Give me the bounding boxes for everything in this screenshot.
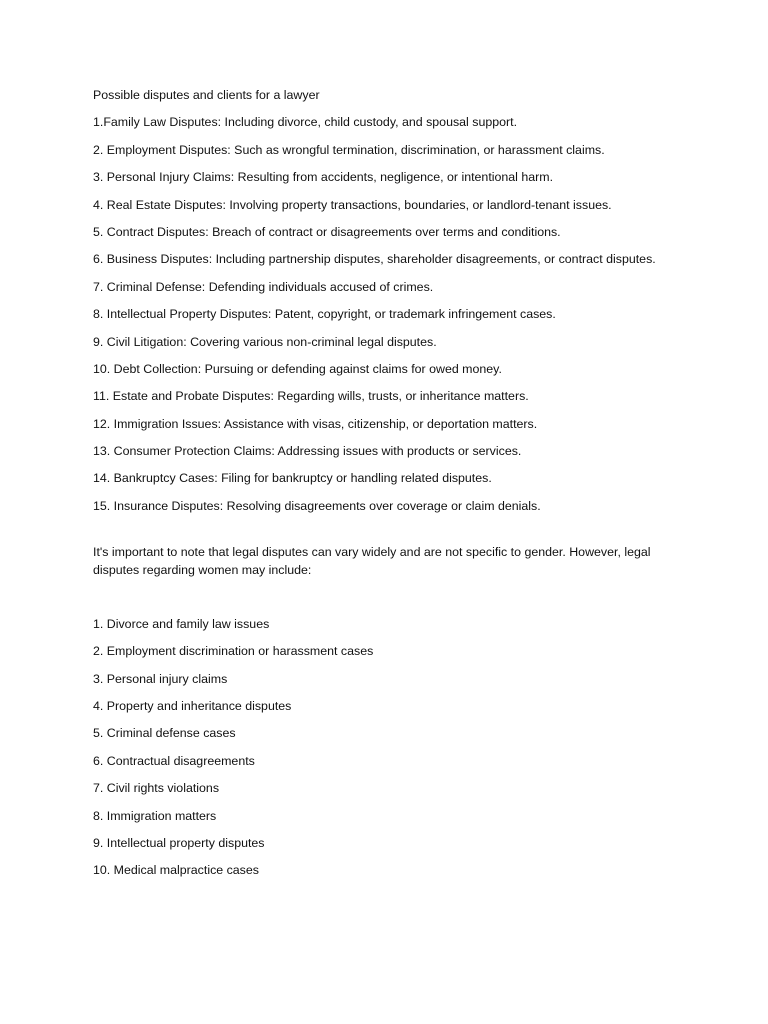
list-item: 3. Personal Injury Claims: Resulting from accidents, negligence, or intentional harm.: [93, 170, 554, 185]
list-item: 14. Bankruptcy Cases: Filing for bankruptcy or handling related disputes.: [93, 471, 492, 486]
list-item: 12. Immigration Issues: Assistance with visas, citizenship, or deportation matters.: [93, 416, 538, 431]
list-item: 4. Property and inheritance disputes: [93, 699, 292, 714]
list-item: 11. Estate and Probate Disputes: Regarding wills, trusts, or inheritance matters.: [93, 389, 529, 404]
list-item: 3. Personal injury claims: [93, 671, 228, 686]
list-item: 5. Contract Disputes: Breach of contract or disagreements over terms and conditions.: [93, 224, 561, 239]
document-title: Possible disputes and clients for a lawyer: [93, 88, 320, 102]
document-page: [93, 86, 668, 889]
list-item: 9. Civil Litigation: Covering various non-criminal legal disputes.: [93, 334, 437, 349]
list-item: 7. Civil rights violations: [93, 781, 220, 796]
list-item: 15. Insurance Disputes: Resolving disagreements over coverage or claim denials.: [93, 498, 541, 513]
list-item: 2. Employment discrimination or harassment cases: [93, 644, 374, 659]
gender-note-paragraph: It's important to note that legal disputes can vary widely and are not specific to gender. However, legal disputes regarding women may include:: [93, 544, 651, 577]
list-item: 4. Real Estate Disputes: Involving property transactions, boundaries, or landlord-tenant issues.: [93, 197, 612, 212]
disputes-list: [93, 113, 668, 514]
list-item: 2. Employment Disputes: Such as wrongful termination, discrimination, or harassment claims.: [93, 142, 605, 157]
list-item: 1.Family Law Disputes: Including divorce, child custody, and spousal support.: [93, 115, 518, 130]
list-item: 10. Medical malpractice cases: [93, 863, 259, 878]
list-item: 13. Consumer Protection Claims: Addressing issues with products or services.: [93, 444, 522, 459]
women-disputes-list: [93, 615, 668, 880]
list-item: 8. Immigration matters: [93, 808, 217, 823]
list-item: 6. Contractual disagreements: [93, 753, 255, 768]
list-item: 9. Intellectual property disputes: [93, 835, 265, 850]
list-item: 5. Criminal defense cases: [93, 726, 236, 741]
list-item: 10. Debt Collection: Pursuing or defending against claims for owed money.: [93, 361, 502, 376]
list-item: 6. Business Disputes: Including partnership disputes, shareholder disagreements, or contract disputes.: [93, 252, 656, 267]
list-item: 7. Criminal Defense: Defending individuals accused of crimes.: [93, 279, 434, 294]
list-item: 8. Intellectual Property Disputes: Patent, copyright, or trademark infringement cases.: [93, 307, 556, 322]
list-item: 1. Divorce and family law issues: [93, 616, 270, 631]
